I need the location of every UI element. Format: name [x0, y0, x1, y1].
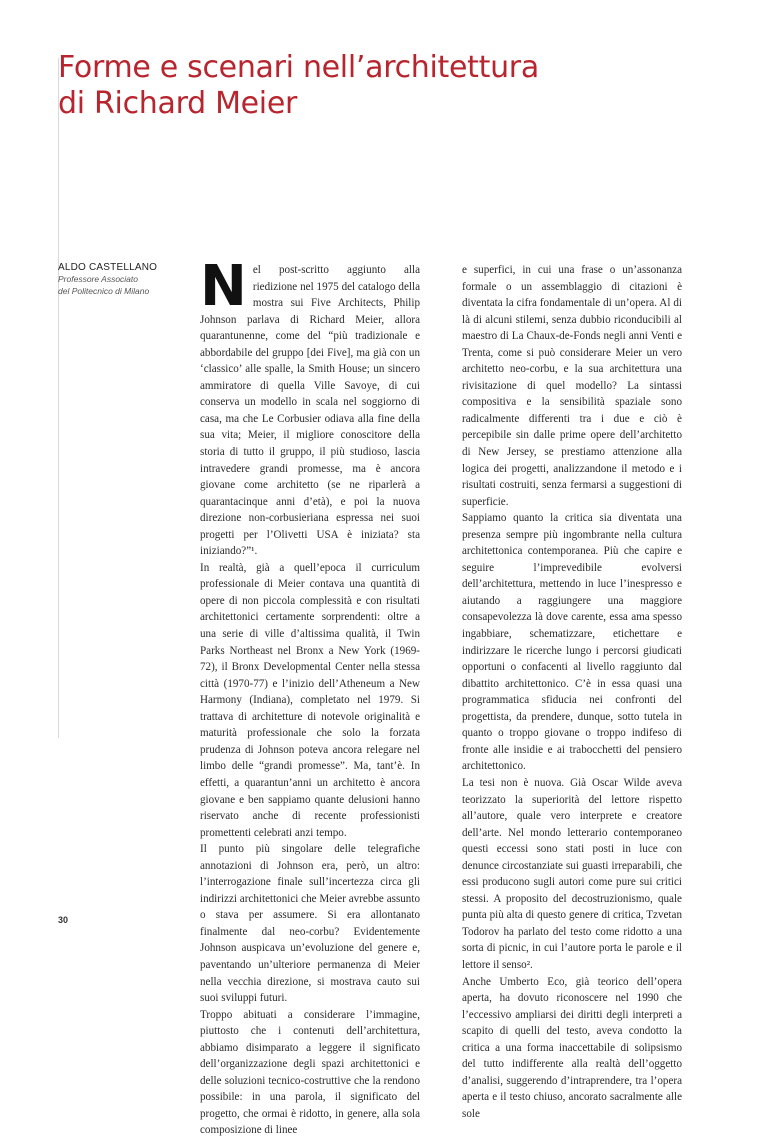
paragraph: La tesi non è nuova. Già Oscar Wilde aveva teorizzato la superiorità del lettore rispetto all’autore, quale vero interprete e creatore dell’arte. Nel mondo letterario contemporaneo questi eccessi sono stati posti in luce con denunce circostanziate sui guasti irreparabili, che essi producono sugli autori come pure sui critici stessi. A proposito del decostruzionismo, quale punta più alta di questo genere di critica, Tzvetan Todorov ha parlato del testo come ridotto a una sorta di picnic, in cui l’autore porta le parole e il lettore il senso². — [462, 776, 682, 971]
paragraph: el post-scritto aggiunto alla riedizione nel 1975 del catalogo della mostra sui Five Architects, Philip Johnson parlava di Richard Meier, allora quarantunenne, come del “più tradizionale e abbordabile del gruppo [dei Five], ma già con un ‘classico’ alle spalle, la Smith House; un sincero ammiratore di quella Ville Savoye, di cui conserva un modello in scala nel soggiorno di casa, ma che Le Corbusier odiava alla fine della sua vita; Meier, il migliore conoscitore della storia di tutto il gruppo, il più studioso, lascia intravedere grandi promesse, ma è ancora giovane come architetto (se ne riparlerà a quarantacinque anni d’età), e poi la nuova direzione non-corbusieriana espressa nei suoi progetti per l’Olivetti USA è iniziata? sta iniziando?”¹. — [200, 264, 420, 558]
paragraph: Il punto più singolare delle telegrafiche annotazioni di Johnson era, però, un altro: l’interrogazione finale sull’incertezza circa gli indirizzi architettonici che Meier avrebbe assunto o stava per assumere. Si era allontanato finalmente dal neo-corbu? Evidentemente Johnson auspicava un’evoluzione del genere e, paventando un’ulteriore permanenza di Meier nella vecchia direzione, si mostrava cauto sui suoi sviluppi futuri. — [200, 843, 420, 1005]
paragraph: Anche Umberto Eco, già teorico dell’opera aperta, ha dovuto riconoscere nel 1990 che l’eccessivo ampliarsi dei diritti degli interpreti a scapito di quelli del testo, aveva condotto la critica a una forma inaccettabile di solipsismo del tutto indifferente alla realtà dell’oggetto d’analisi, suggerendo d’intraprendere, tra l’opera aperta e il testo chiuso, ancorato sacralmente alle sole — [462, 975, 682, 1120]
paragraph: Troppo abituati a considerare l’immagine, piuttosto che i contenuti dell’architettura, abbiamo disimparato a leggere il significato dell’organizzazione degli spazi architettonici e delle soluzioni tecnico-costruttive che la rendono possibile: in una parola, il significato del progetto, che ormai è ridotto, in genere, alla sola composizione di linee — [200, 1008, 420, 1137]
author-name: ALDO CASTELLANO — [58, 262, 158, 273]
title-line-2: di Richard Meier — [58, 86, 298, 121]
author-affiliation-line-1: Professore Associato — [58, 274, 138, 284]
paragraph: e superfici, in cui una frase o un’assonanza formale o un assemblaggio di citazioni è diventata la cifra fondamentale di un’opera. Al di là di alcuni stilemi, senza dubbio riconducibili al maestro di La Chaux-de-Fonds negli anni Venti e Trenta, come si può considerare Meier un vero architetto neo-corbu, e la sua architettura una rivisitazione di quel modello? La sintassi compositiva e la sensibilità spaziale sono radicalmente differenti tra i due e ciò è percepibile sin dalle prime opere dell’architetto di New Jersey, se prestiamo attenzione alla logica dei progetti, analizzandone il metodo e i risultati costruiti, senza fermarsi a suggestioni di superficie. — [462, 264, 682, 508]
author-affiliation-line-2: del Politecnico di Milano — [58, 286, 150, 296]
title-line-1: Forme e scenari nell’architettura — [58, 50, 539, 85]
paragraph: In realtà, già a quell’epoca il curriculum professionale di Meier contava una quantità di opere di non piccola complessità e con risultati architettonici certamente sorprendenti: oltre a una serie di ville d’altissima qualità, il Twin Parks Northeast nel Bronx a New York (1969-72), il Bronx Developmental Center nella stessa città (1970-77) e l’inizio dell’Atheneum a New Harmony (Indiana), completato nel 1979. Si trattava di architetture di notevole originalità e maturità professionale che solo la forzata prudenza di Johnson poteva ancora relegare nel limbo delle “grandi promesse”. Ma, tant’è. In effetti, a quarantun’anni un architetto è ancora giovane e ben sappiamo quante delusioni hanno riservato anche di recente professionisti promettenti celebrati anzi tempo. — [200, 561, 420, 839]
author-block — [58, 262, 188, 297]
drop-cap: N — [200, 254, 247, 319]
paragraph: Sappiamo quanto la critica sia diventata una presenza sempre più ingombrante nella cultura architettonica contemporanea. Più che capire e seguire l’imprevedibile evolversi dell’architettura, mettendo in luce l’inespresso e aiutando a raggiungere una maggiore consapevolezza là dove carente, essa ama spesso ingabbiare, schematizzare, etichettare e indirizzare le ricerche lungo i percorsi giudicati opportuni o confacenti al livello raggiunto dal dibattito architettonico. C’è in essa quasi una programmatica sfiducia nei confronti del progettista, da prendere, dunque, sotto tutela in quanto o troppo giovane o troppo indifeso di fronte alle insidie e ai trabocchetti del pensiero architettonico. — [462, 512, 682, 773]
margin-rule — [58, 58, 59, 738]
article-title — [58, 50, 618, 122]
page-number: 30 — [58, 915, 69, 925]
body-column-2 — [462, 262, 682, 1122]
body-column-1 — [200, 254, 420, 1139]
